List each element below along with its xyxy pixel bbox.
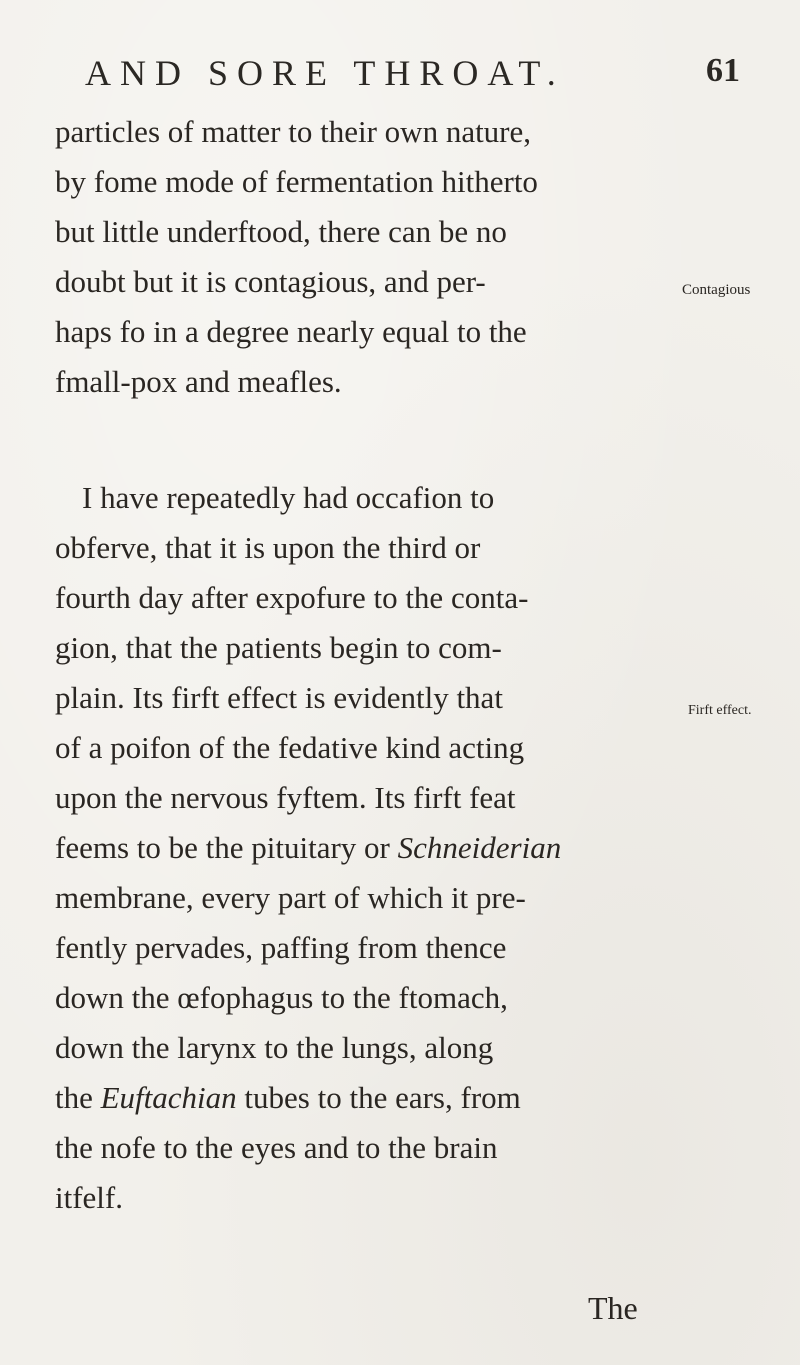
margin-note-contagious: Contagious <box>682 282 751 298</box>
text-line: but little underftood, there can be no <box>55 214 507 249</box>
text-line: of a poifon of the fedative kind acting <box>55 730 525 765</box>
text-line: plain. Its firft effect is evidently that <box>55 680 503 715</box>
text-line: obferve, that it is upon the third or <box>55 530 481 565</box>
text-line: fently pervades, paffing from thence <box>55 930 507 965</box>
text-line: particles of matter to their own nature, <box>55 114 532 149</box>
margin-note-first-effect: Firft effect. <box>688 703 752 718</box>
text-line: membrane, every part of which it pre- <box>55 880 526 915</box>
text-line: itfelf. <box>55 1180 123 1215</box>
text-line: by fome mode of fermentation hitherto <box>55 164 538 199</box>
text-line: fmall-pox and meafles. <box>55 364 342 399</box>
text-line: haps fo in a degree nearly equal to the <box>55 314 527 349</box>
page-number: 61 <box>706 52 740 89</box>
text-line: I have repeatedly had occafion to <box>82 480 495 515</box>
text-line: down the œfophagus to the ftomach, <box>55 980 508 1015</box>
italic-term: Schneiderian <box>397 830 562 865</box>
text-line: upon the nervous fyftem. Its firft feat <box>55 780 516 815</box>
italic-term: Euftachian <box>100 1080 237 1115</box>
text-line: doubt but it is contagious, and per- <box>55 264 486 299</box>
text-span: tubes to the ears, from <box>236 1080 521 1115</box>
catchword: The <box>588 1290 638 1326</box>
text-span: feems to be the pituitary or <box>55 830 398 865</box>
text-line <box>55 828 561 868</box>
page-header <box>55 52 740 102</box>
text-line <box>55 1078 521 1118</box>
text-span: the <box>55 1080 101 1115</box>
running-head: AND SORE THROAT. <box>85 53 565 93</box>
text-line: down the larynx to the lungs, along <box>55 1030 494 1065</box>
text-line: the nofe to the eyes and to the brain <box>55 1130 498 1165</box>
text-line: fourth day after expofure to the conta- <box>55 580 529 615</box>
text-line: gion, that the patients begin to com- <box>55 630 502 665</box>
